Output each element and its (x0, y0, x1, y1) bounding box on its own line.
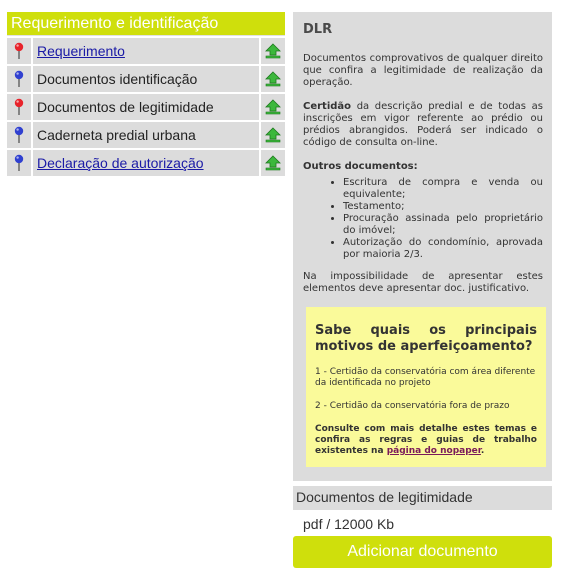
callout-point-1: 1 - Certidão da conservatória com área diferente da identificada no projeto (315, 367, 536, 388)
certidao-text (303, 101, 543, 149)
document-detail-panel (293, 12, 552, 568)
document-code-title: DLR (303, 22, 333, 37)
outros-item: • Autorização do condomínio, aprovada por maioria 2/3. (343, 237, 543, 261)
map-pin-icon (7, 66, 31, 92)
outros-title: Outros documentos: (303, 161, 418, 172)
document-row-identificacao (7, 66, 285, 92)
callout-title: Sabe quais os principais motivos de aperfeiçoamento? (315, 323, 537, 354)
document-category-panel (7, 12, 285, 176)
upload-arrow-icon[interactable] (261, 66, 285, 92)
document-row-legitimidade (7, 94, 285, 120)
document-label: Caderneta predial urbana (37, 127, 196, 143)
impossibilidade-text: Na impossibilidade de apresentar estes elementos deve apresentar doc. justificativo. (303, 271, 543, 294)
callout-footer: Consulte com mais detalhe estes temas e confira as regras e guias de trabalho existentes na página do nopaper. (315, 424, 537, 456)
document-item-identificacao[interactable] (33, 66, 259, 92)
outros-item: • Testamento; (343, 201, 543, 213)
upload-arrow-icon[interactable] (261, 150, 285, 176)
add-document-button[interactable]: Adicionar documento (293, 536, 552, 568)
document-label[interactable]: Declaração de autorização (37, 155, 204, 171)
upload-arrow-icon[interactable] (261, 94, 285, 120)
document-label[interactable]: Requerimento (37, 43, 125, 59)
document-item-caderneta[interactable] (33, 122, 259, 148)
file-constraints: pdf / 12000 Kb (303, 516, 395, 532)
category-header: Requerimento e identificação (7, 12, 285, 36)
document-item-legitimidade[interactable] (33, 94, 259, 120)
document-link-declaracao[interactable] (33, 150, 259, 176)
document-label: Documentos identificação (37, 71, 198, 87)
upload-arrow-icon[interactable] (261, 38, 285, 64)
document-row-declaracao (7, 150, 285, 176)
callout-point-2: 2 - Certidão da conservatória fora de prazo (315, 401, 510, 411)
intro-text: Documentos comprovativos de qualquer direito que confira a legitimidade de realização da operação. (303, 53, 543, 88)
selected-document-type: Documentos de legitimidade (293, 486, 552, 510)
upload-arrow-icon[interactable] (261, 122, 285, 148)
nopaper-page-link[interactable]: página do nopaper (386, 446, 481, 456)
map-pin-icon (7, 94, 31, 120)
map-pin-icon (7, 150, 31, 176)
certidao-rest: da descrição predial e de todas as inscrições em vigor referente ao prédio ou prédios abrangidos. Poderá ser indicado o código de consulta on-line. (303, 101, 543, 148)
document-info-box (293, 12, 552, 481)
document-row-requerimento (7, 38, 285, 64)
outros-list (303, 177, 543, 261)
document-list (7, 38, 285, 176)
outros-item: • Escritura de compra e venda ou equivalente; (343, 177, 543, 201)
map-pin-icon (7, 122, 31, 148)
outros-item: • Procuração assinada pelo proprietário do imóvel; (343, 213, 543, 237)
document-label: Documentos de legitimidade (37, 99, 214, 115)
improvement-callout (306, 307, 546, 467)
document-link-requerimento[interactable] (33, 38, 259, 64)
document-row-caderneta (7, 122, 285, 148)
map-pin-icon (7, 38, 31, 64)
certidao-bold: Certidão (303, 101, 352, 112)
